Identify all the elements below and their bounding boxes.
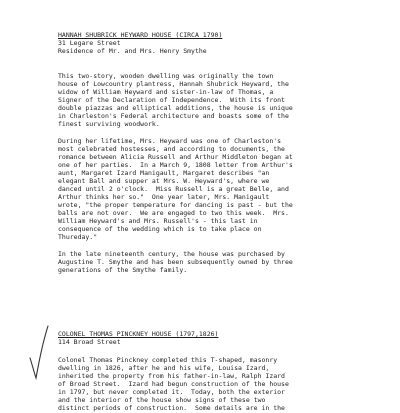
paragraph-line: and the interior of the house show signs of these two [58,396,266,404]
address-heyward: 31 Legare Street [58,39,121,47]
house-heading-heyward: HANNAH SHUBRICK HEYWARD HOUSE (CIRCA 1790) [58,31,223,39]
paragraph-line: distinct periods of construction. Some details are in the [58,404,285,412]
handwritten-checkmark [28,324,50,380]
paragraph-line: Signer of the Declaration of Independence. With its front [58,96,285,104]
paragraph-line: danced until 2 o'clock. Miss Russell is a great Belle, and [58,185,289,193]
paragraph-line: finest surviving woodwork. [58,120,160,128]
paragraph-line: aunt, Margaret Izard Manigault, Margaret describes "an [58,169,270,177]
paragraph-line: Arthur thinks her so." One year later, Mrs. Manigault [58,193,270,201]
paragraph-line: in 1797, but never completed it. Today, both the exterior [58,388,285,396]
paragraph-line: Thureday." [58,233,98,241]
paragraph-line: house of Lowcountry plantress, Hannah Shubrick Heyward, the [58,80,289,88]
paragraph-line: In the late nineteenth century, the house was purchased by [58,250,285,258]
paragraph-line: double piazzas and elliptical additions, the house is unique [58,104,293,112]
residence-heyward: Residence of Mr. and Mrs. Henry Smythe [58,47,207,55]
paragraph-line: dwelling in 1826, after he and his wife, Louisa Izard, [58,364,270,372]
paragraph-line: Augustine T. Smythe and has been subsequently owned by three [58,258,293,266]
paragraph-line: romance between Alicia Russell and Arthur Middleton began at [58,153,293,161]
address-pinckney: 114 Broad Street [58,338,121,346]
paragraph-line: generations of the Smythe family. [58,266,188,274]
paragraph-line: Colonel Thomas Pinckney completed this T-shaped, masonry [58,356,278,364]
paragraph-line: one of her parties. In a March 9, 1808 letter from Arthur's [58,161,293,169]
paragraph-line: in Charleston's Federal architecture and boasts some of the [58,112,289,120]
paragraph-line: elegant Ball and supper at Mrs. W. Heyward's, where we [58,177,270,185]
paragraph-line: inherited the property from his father-in-law, Ralph Izard [58,372,285,380]
paragraph-line: consequence of the wedding which is to take place on [58,225,262,233]
paragraph-line: William Heyward's and Mrs. Russell's - this last in [58,217,258,225]
paragraph-line: most celebrated hostesses, and according to documents, the [58,145,285,153]
house-heading-pinckney: COLONEL THOMAS PINCKNEY HOUSE (1797,1826) [58,330,219,338]
paragraph-line: of Broad Street. Izard had begun construction of the house [58,380,289,388]
paragraph-line: During her lifetime, Mrs. Heyward was one of Charleston's [58,137,282,145]
paragraph-line: This two-story, wooden dwelling was originally the town [58,72,274,80]
paragraph-line: widow of William Heyward and sister-in-law of Thomas, a [58,88,274,96]
paragraph-line: balls are not over. We are engaged to two this week. Mrs. [58,209,289,217]
paragraph-line: wrote, "the proper temperature for dancing is past - but the [58,201,293,209]
